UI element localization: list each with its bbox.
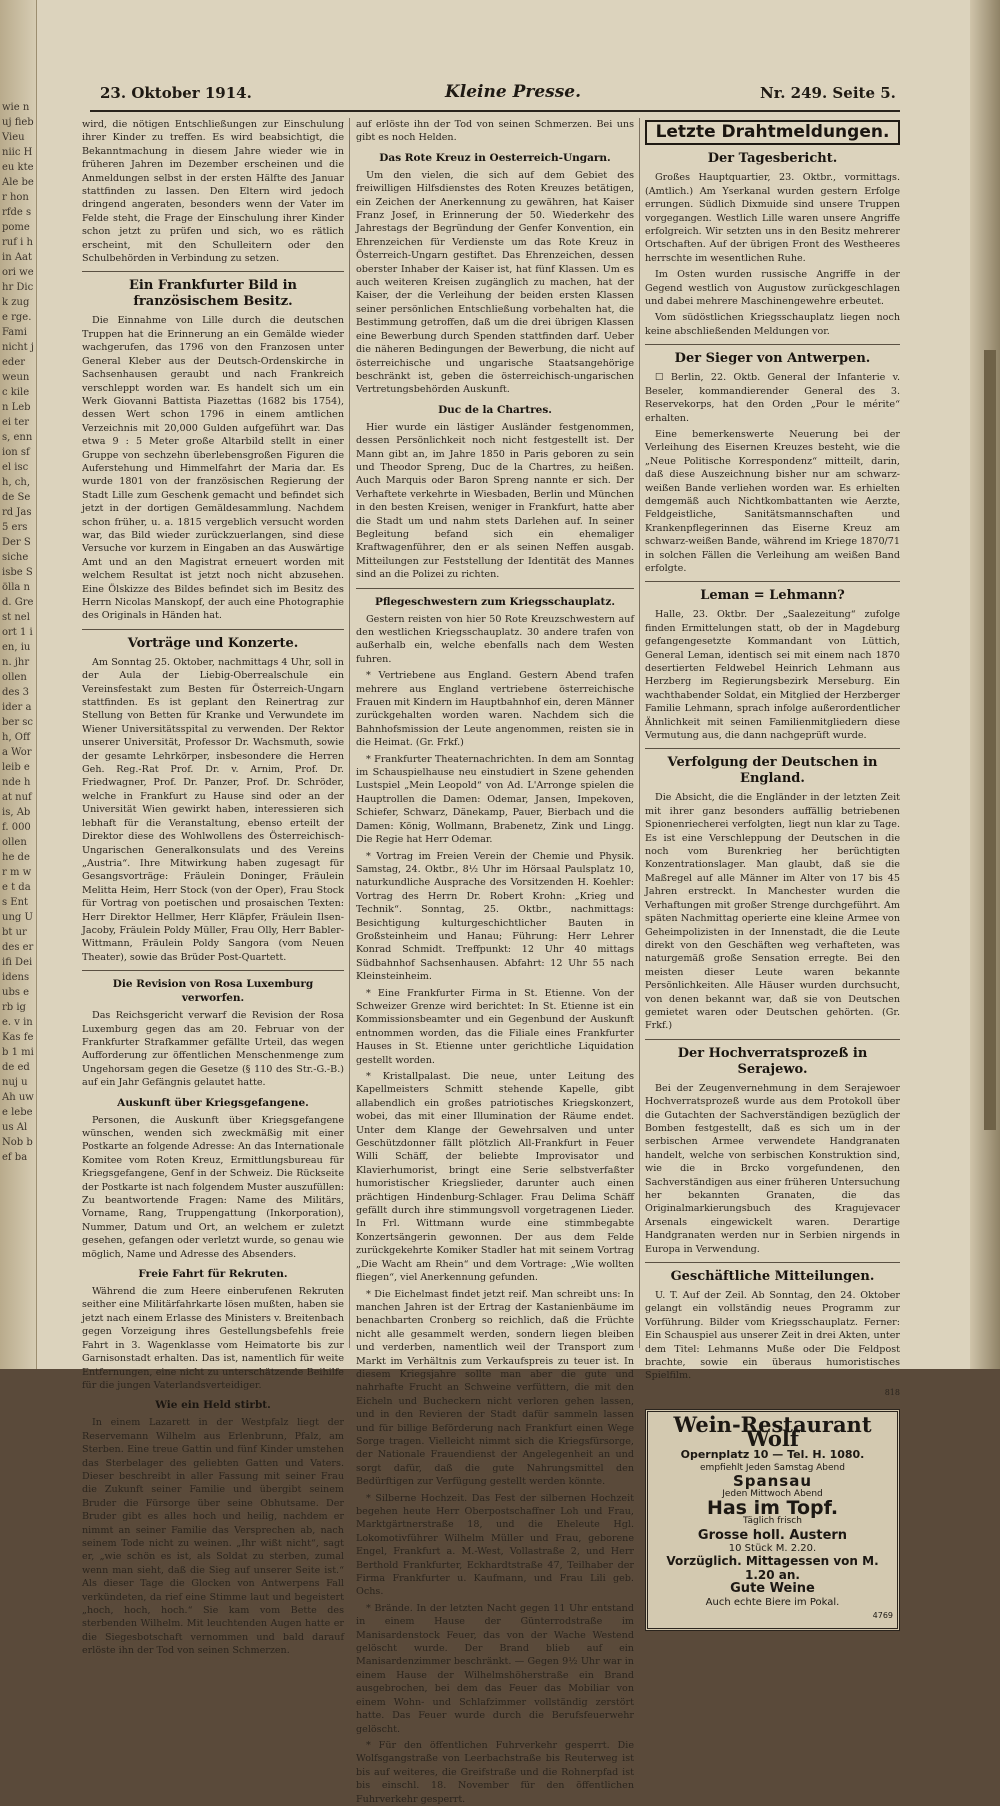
divider bbox=[645, 344, 900, 345]
divider bbox=[82, 271, 344, 272]
divider bbox=[82, 629, 344, 630]
article-text: Gestern reisten von hier 50 Rote Kreuzschwestern auf den westlichen Kriegsschauplatz. 30 andere trafen von außerhalb ein, welche ebenfalls nach dem Westen fuhren. bbox=[356, 613, 634, 665]
left-page-gutter bbox=[0, 0, 37, 1369]
article-text: * Kristallpalast. Die neue, unter Leitung des Kapellmeisters Schmitt stehende Kapelle, gibt allabendlich ein großes patriotisches Kriegskonzert, wobei, das mit einer Illumination der Räume endet. Unter dem Klange der Gewehrsalven und unter Geschützdonner fällt plötzlich All-Frankfurt in Feuer Willi Schäff, der beliebte Improvisator und Klavierhumorist, bringt eine Serie selbstverfaßter humoristischer Kriegslieder, darunter auch einen prächtigen Hindenburg-Schlager. Frau Delima Schäff gefällt durch ihre stimmungsvoll vorgetragenen Lieder. In Frl. Wittmann wurde eine stimmbegabte Konzertsängerin gewonnen. Der aus dem Felde zurückgekehrte Komiker Stadler hat mit seinem Vortrag „Die Wacht am Rhein“ und dem Vortrage: „Wie wollten fliegen“, viel Anerkennung gefunden. bbox=[356, 1071, 634, 1284]
article-heading: Verfolgung der Deutschen in England. bbox=[667, 755, 878, 787]
article-text: Eine bemerkenswerte Neuerung bei der Verleihung des Eisernen Kreuzes besteht, wie die „Neue Politische Korrespondenz“ mitteilt, darin, daß diese Auszeichnung bisher nur am schwarz-weißen Bande verliehen worden war. Es erhielten demgemäß auch Nichtkombattanten wie Aerzte, Feldgeistliche, Sanitätsmannschaften und Krankenpflegerinnen das Eiserne Kreuz am schwarz-weißen Bande, während im Kriege 1870/71 in solchen Fällen die Verleihung am weißen Band erfolgte. bbox=[645, 428, 900, 574]
latest-wire-news-heading: Letzte Drahtmeldungen. bbox=[645, 120, 900, 145]
article-heading: Geschäftliche Mitteilungen. bbox=[670, 1269, 875, 1285]
wine-restaurant-advertisement bbox=[645, 1409, 900, 1631]
page-number: Nr. 249. Seite 5. bbox=[760, 84, 896, 102]
column-divider bbox=[639, 118, 640, 1348]
ad-text: empfiehlt Jeden Samstag Abend bbox=[700, 1462, 845, 1473]
divider bbox=[356, 588, 634, 589]
article-text: U. T. Auf der Zeil. Ab Sonntag, den 24. Oktober gelangt ein vollständig neues Programm zur Vorführung. Bilder vom Kriegsschauplatz. Ferner: Ein Schauspiel aus unserer Zeit in drei Akten, unter dem Titel: Lehmanns Muße oder Die Feldpost brachte, sowie ein überaus humoristisches Spielfilm. bbox=[645, 1290, 900, 1382]
article-text: Personen, die Auskunft über Kriegsgefangene wünschen, wenden sich zweckmäßig mit einer Postkarte an folgende Adresse: An das Internationale Komitee vom Roten Kreuz, Ermittlungsbureau für Kriegsgefangene, Genf in der Schweiz. Die Rückseite der Postkarte ist nach folgendem Muster auszufüllen: Zu beantwortende Fragen: Name des Militärs, Vorname, Rang, Truppengattung (Inkorporation), Nummer, Datum und Ort, an welchem er zuletzt gesehen, gefangen oder verletzt wurde, so genau wie möglich, Name und Adresse des Absenders. bbox=[82, 1114, 344, 1260]
ad-address: Opernplatz 10 — Tel. H. 1080. bbox=[680, 1448, 865, 1462]
right-page-edge bbox=[970, 0, 1000, 1369]
article-heading: Das Rote Kreuz in Oesterreich-Ungarn. bbox=[379, 151, 611, 164]
article-heading: Leman = Lehmann? bbox=[700, 588, 845, 604]
article-text: Die Einnahme von Lille durch die deutschen Truppen hat die Erinnerung an ein Gemälde wieder wachgerufen, das 1796 von den Franzosen unter General Kleber aus der Deutsch-Ordenskirche in Sachsenhausen geraubt und nach Frankreich verschleppt worden war. Es handelt sich um ein Werk Giovanni Battista Piazettas (1682 bis 1754), dessen Wert schon 1796 in einem amtlichen Verzeichnis mit 20,000 Gulden aufgeführt war. Das etwa 9 : 5 Meter große Altarbild stellt in einer Gruppe von sechzehn überlebensgroßen Figuren die Auferstehung und Himmelfahrt der Maria dar. Es wurde 1801 von der französischen Regierung der Stadt Lille zum Geschenk gemacht und befindet sich jetzt in der dortigen Gemäldesammlung. Nachdem schon früher, u. a. 1815 vergeblich versucht worden war, das Bild wieder zurückzuerlangen, sind diese Versuche vor kurzem in Eingaben an das Auswärtige Amt und an den Magistrat erneuert worden mit welchem Resultat ist jetzt noch nicht abzusehen. Eine Ölskizze des Bildes befindet sich im Besitz des Herrn Nicolas Manskopf, der auch eine Photographie des Originals in Händen hat. bbox=[82, 315, 344, 622]
ad-dish: Spansau bbox=[732, 1471, 813, 1490]
article-text: * Silberne Hochzeit. Das Fest der silbernen Hochzeit begehen heute Herr Oberpostschaffner Loh und Frau, Marktgärtnerstraße 18, und die Eheleute Hgl. Lokomotivführer Wilhelm Müller und Frau, geborene Engel, Frankfurt a. M.-West, Vollastraße 2, und Herr Berthold Frankfurter, Eckhardtstraße 47, Teilhaber der Firma Frankfurter u. Kaufmann, und Frau Lili geb. Ochs. bbox=[356, 1492, 634, 1598]
ad-beers: Auch echte Biere im Pokal. bbox=[705, 1596, 840, 1608]
article-text: * Frankfurter Theaternachrichten. In dem am Sonntag im Schauspielhause neu einstudiert in Szene gehenden Lustspiel „Mein Leopold“ von Ad. L'Arronge spielen die Hauptrollen die Damen: Odemar, Jansen, Impekoven, Schiefer, Schwarz, Dänekamp, Pauer, Bierbach und die Damen: König, Wollmann, Brabenetz, Zink und Lingg. Die Regie hat Herr Odemar. bbox=[356, 753, 634, 846]
article-text: Hier wurde ein lästiger Ausländer festgenommen, dessen Persönlichkeit noch nicht festgestellt ist. Der Mann gibt an, im Jahre 1850 in Paris geboren zu sein und Theodor Spreng, Duc de la Chartres, zu heißen. Auch Marquis oder Baron Spreng nannte er sich. Der Verhaftete verkehrte in Wiesbaden, Berlin und München in den besten Kreisen, weniger in Frankfurt, hatte aber die Stadt um und nahm stets Darlehen auf. In seiner Begleitung befand sich ein ehemaliger Kraftwagenführer, den er als seinen Neffen ausgab. Mitteilungen zur Feststellung der Identität des Mannes sind an die Polizei zu richten. bbox=[356, 421, 634, 581]
article-heading: Der Tagesbericht. bbox=[707, 151, 838, 167]
article-heading: Vorträge und Konzerte. bbox=[127, 635, 299, 651]
article-heading: Ein Frankfurter Bild in französischem Besitz. bbox=[129, 278, 297, 310]
article-text: * Für den öffentlichen Fuhrverkehr gesperrt. Die Wolfsgangstraße von Leerbachstraße bis Reuterweg ist bis auf weiteres, die Greifstraße und die Rohnerpfad ist bis einschl. 18. November für den öffentlichen Fuhrverkehr gesperrt. bbox=[356, 1739, 634, 1805]
article-text: * Eine Frankfurter Firma in St. Etienne. Von der Schweizer Grenze wird berichtet: In St. Etienne ist ein Kommissionsbeamter und ein Gegenbund der Auskunft entnommen worden, das die Filiale eines Frankfurter Hauses in St. Etienne unter gerichtliche Liquidation gestellt worden. bbox=[356, 987, 634, 1066]
article-text: Halle, 23. Oktbr. Der „Saalezeitung“ zufolge finden Ermittelungen statt, ob der in Magdeburg gefangengesetzte Kommandant von Lüttich, General Leman, identisch sei mit einem nach 1870 desertierten Feldwebel Heinrich Lehmann aus Herzberg im Regierungsbezirk Merseburg. Ein wachthabender Soldat, ein Mitglied der Herzberger Familie Lehmann, sprach infolge außerordentlicher Ähnlichkeit mit seinen Familienmitgliedern diese Vermutung aus, die dann nachgeprüft wurde. bbox=[645, 609, 900, 742]
ad-number: 4769 bbox=[872, 1610, 893, 1620]
newspaper-title: Kleine Presse. bbox=[445, 82, 582, 102]
article-heading: Duc de la Chartres. bbox=[438, 403, 552, 416]
article-text: Im Osten wurden russische Angriffe in der Gegend westlich von Augustow zurückgeschlagen und dabei mehrere Maschinengewehre erbeutet. bbox=[645, 269, 900, 308]
column-1 bbox=[82, 118, 344, 1657]
article-text: * Vortrag im Freien Verein der Chemie und Physik. Samstag, 24. Oktbr., 8½ Uhr im Hörsaal Paulsplatz 10, naturkundliche Ausprache des Vorsitzenden H. Koehler: Vortrag des Herrn Dr. Robert Krohn: „Krieg und Technik“. Sonntag, 25. Oktbr., nachmittags: Besichtigung kulturgeschichtlicher Bauten in Großsteinheim und Hanau; Führung: Herr Lehrer Konrad Schmidt. Treffpunkt: 12 Uhr 40 mittags Südbahnhof Sachsenhausen. Abfahrt: 12 Uhr 55 nach Kleinsteinheim. bbox=[356, 850, 634, 983]
article-text: Die Absicht, die die Engländer in der letzten Zeit mit ihrer ganz besonders auffällig betriebenen Spionenriecherei verfolgten, liegt nun klar zu Tage. Es ist eine Verschleppung der Deutschen in die noch vom Burenkrieg her berüchtigten Konzentrationslager. Man glaubt, daß sie die Maßregel auf alle Männer im Alter von 17 bis 45 Jahren erstreckt. In Manchester wurden die Verhaftungen mit großer Strenge durchgeführt. Am späten Nachmittag operierte eine kleine Armee von Geheimpolizisten in der Innenstadt, die die Leute direkt von den Geschäften weg verhafteten, was naturgemäß große Sensation erregte. Bei den meisten dieser Leute waren bekannte Persönlichkeiten. Alle Häuser wurden durchsucht, von denen bekannt war, daß sie von Deutschen gemietet waren oder Deutschen gehörten. (Gr. Frkf.) bbox=[645, 792, 900, 1032]
ad-wines: Gute Weine bbox=[730, 1581, 815, 1597]
ad-text: Täglich frisch bbox=[743, 1516, 802, 1527]
article-heading: Freie Fahrt für Rekruten. bbox=[138, 1268, 288, 1281]
article-text: auf erlöste ihn der Tod von seinen Schmerzen. Bei uns gibt es noch Helden. bbox=[356, 119, 634, 144]
article-heading: Auskunft über Kriegsgefangene. bbox=[117, 1096, 309, 1109]
article-text: * Brände. In der letzten Nacht gegen 11 Uhr entstand in einem Hause der Günterrodstraße im Manisardenstock Feuer, das von der Wache Westend gelöscht wurde. Der Brand blieb auf ein Manisardenzimmer beschränkt. — Gegen 9½ Uhr war in einem Hause der Wilhelmshöherstraße ein Brand ausgebrochen, bei dem das Feuer das Mobiliar von einem Wohn- und Schlafzimmer vollständig zerstört hatte. Das Feuer wurde durch die Berufsfeuerwehr gelöscht. bbox=[356, 1602, 634, 1735]
gutter-text: wie nuj fieb Vieu niic Heu kte Ale ber hon rfde spome ruf i hin Aatori wehr Dick zuge rge. Fami nicht jeder weunc kilen Lebei ters, enn ion sfel isch, ch,de Serd Jas 5 ers Der Ssiche isbe Sölla nd. Grest nel ort 1 ien, iun. jhr ollen des 3 ider aber sch, Offa Wor leib ende hat nuf is, Abf. 000 ollen he der m we t das Ent ung Ubt ur des erifi Dei idens ubs e rb ige. v in Kas feb 1 mi de ed nuj u Ah uwe lebe us Al Nob bef ba bbox=[2, 102, 34, 1163]
article-text: * Vertriebene aus England. Gestern Abend trafen mehrere aus England vertriebene österreichische Frauen mit Kindern im Hauptbahnhof ein, deren Männer zurückgehalten worden waren. Nachdem sich die Bahnhofsmission der Leute angenommen, reisten sie in die Heimat. (Gr. Frkf.) bbox=[356, 670, 634, 749]
article-text: Das Reichsgericht verwarf die Revision der Rosa Luxemburg gegen das am 20. Februar von der Frankfurter Strafkammer gefällte Urteil, das wegen Aufforderung zur öffentlichen Menschenmenge zum Ungehorsam gegen die Gesetze (§ 110 des Str.-G.-B.) auf ein Jahr Gefängnis gelautet hatte. bbox=[82, 1010, 344, 1089]
ad-oysters: Grosse holl. Austern bbox=[697, 1527, 848, 1543]
column-3 bbox=[645, 118, 900, 1620]
article-text: ☐ Berlin, 22. Oktb. General der Infanterie v. Beseler, kommandierender General des 3. Reservekorps, hat den Orden „Pour le mérite“ erhalten. bbox=[645, 372, 900, 424]
article-text: In einem Lazarett in der Westpfalz liegt der Reservemann Wilhelm aus Erlenbrunn, Pfalz, am Sterben. Eine treue Gattin und fünf Kinder umstehen das Sterbelager des geliebten Gatten und Vaters. Dieser beschreibt in aller Fassung mit seiner Frau die Zukunft seiner Familie und übergibt seinem Bruder die Fürsorge über seine Obhutsame. Der Bruder gibt es alles hoch und heilig, nachdem er nimmt an seiner Familie das Versprechen ab, nach seinem Tode nicht zu weinen. „Ihr wißt nicht“, sagt er, „wie schön es ist, als Soldat zu sterben, zumal wenn man sieht, daß die Sieg auf unserer Seite ist.“ Als dieser Tage die Glocken von Antwerpens Fall verkündeten, da rief eine Stimme laut und begeistert „hoch, hoch, hoch.“ Sie kam vom Bette des sterbenden Wilhelm. Mit leuchtenden Augen hatte er die Siegesbotschaft vernommen und bald darauf erlöste ihn der Tod von seinen Schmerzen. bbox=[82, 1417, 344, 1657]
ad-price: 10 Stück M. 2.20. bbox=[728, 1542, 817, 1554]
ad-text: Jeden Mittwoch Abend bbox=[722, 1489, 823, 1500]
column-2 bbox=[356, 118, 634, 1805]
divider bbox=[645, 581, 900, 582]
notice-number: 818 bbox=[884, 1387, 900, 1397]
divider bbox=[645, 1039, 900, 1040]
divider bbox=[82, 970, 344, 971]
article-text: Während die zum Heere einberufenen Rekruten seither eine Militärfahrkarte lösen mußten, haben sie jetzt nach einem Erlasse des Ministers v. Breitenbach gegen Vorzeigung ihres Gestellungsbefehls freie Fahrt in 3. Wagenklasse vom Heimatorte bis zur Garnisonstadt erhalten. Das ist, namentlich für weite Entfernungen, eine nicht zu unterschätzende Beihilfe für die jungen Vaterlandsverteidiger. bbox=[82, 1286, 344, 1391]
divider bbox=[645, 1262, 900, 1263]
binding-strip bbox=[984, 350, 996, 1130]
ad-restaurant-name: Wein-Restaurant Wolf bbox=[673, 1412, 872, 1451]
article-text: Großes Hauptquartier, 23. Oktbr., vormittags. (Amtlich.) Am Yserkanal wurden gestern Erfolge errungen. Südlich Dixmuide sind unsere Truppen vorgegangen. Westlich Lille waren unsere Angriffe erfolgreich. Wir setzten uns in den Besitz mehrerer Ortschaften. Auf der übrigen Front des Westheeres herrschte im wesentlichen Ruhe. bbox=[645, 172, 900, 264]
ad-dish: Has im Topf. bbox=[706, 1496, 839, 1519]
header-rule bbox=[90, 110, 900, 112]
column-divider bbox=[349, 118, 350, 1348]
ad-lunch: Vorzüglich. Mittagessen von M. 1.20 an. bbox=[666, 1554, 879, 1582]
header-date: 23. Oktober 1914. bbox=[100, 84, 252, 102]
article-text: Am Sonntag 25. Oktober, nachmittags 4 Uhr, soll in der Aula der Liebig-Oberrealschule ein Vereinsfestakt zum Besten für Österreich-Ungarn stattfinden. Es ist geplant den Reinertrag zur Stellung von Betten für Kranke und Verwundete im Wiener Universitätsspital zu verwenden. Der Rektor unserer Universität, Professor Dr. Wachsmuth, sowie der gesamte Lehrkörper, insbesondere die Herren Geh. Reg.-Rat Prof. Dr. v. Arnim, Prof. Dr. Friedwagner, Prof. Dr. Panzer, Prof. Dr. Schröder, welche in Frankfurt zu Hause sind oder an der Universität Wien gewirkt haben, interessieren sich lebhaft für die Veranstaltung, ebenso erteilt der Direktor diese des Wohlwollens des Österreichisch-Ungarischen Generalkonsulats und des Vereins „Austria“. Ihre Mitwirkung haben zugesagt für Gesangsvorträge: Fräulein Doninger, Fräulein Melitta Heim, Herr Stock (von der Oper), Frau Stock für Vortrag von poetischen und prosaischen Texten: Herr Direktor Hellmer, Herr Kläpfer, Fräulein Ilsen-Jacoby, Fräulein Poldy Müller, Frau Olly, Herr Babler-Wittmann, Fräulein Poldy Sangora (vom Neuen Theater), sowie das Brüder Post-Quartett. bbox=[82, 656, 344, 963]
article-text: * Die Eichelmast findet jetzt reif. Man schreibt uns: In manchen Jahren ist der Ertrag der Kastanienbäume im benachbarten Cronberg so reichlich, daß die Früchte nicht alle gesammelt werden, sondern liegen bleiben und verderben, namentlich weil der Transport zum Markt im Verhältnis zum Verkaufspreis zu teuer ist. In diesem Kriegsjahre sollte man aber die gute und nahrhafte Frucht an Schweine verfüttern, die mit den Eicheln und Bucheckern nicht verloren gehen lassen, und in den Revieren der Stadt dafür sammeln lassen und für billige Beförderung nach Frankfurt einen Wege Sorge tragen. Vielleicht nimmt sich die Kriegsfürsorge, der Nationale Frauendienst der Angelegenheit an und sorgt dafür, daß die gute Nahrungsmittel den Bedürftigen zur Verfügung gestellt werden könnte. bbox=[356, 1288, 634, 1488]
article-heading: Pflegeschwestern zum Kriegsschauplatz. bbox=[374, 595, 616, 608]
article-text: wird, die nötigen Entschließungen zur Einschulung ihrer Kinder zu treffen. Es wird beabsichtigt, die Bekanntmachung in diesem Jahre wieder wie in früheren Jahren im Dezember erscheinen und die Anmeldungen selbst in der ersten Hälfte des Januar stattfinden zu lassen. Den Eltern wird jedoch dringend angeraten, besonders wenn der Vater im Felde steht, die Frage der Einschulung ihrer Kinder schon jetzt zu prüfen und sich, wo es rätlich erscheint, mit den Schulleitern oder den Schulbehörden in Verbindung zu setzen. bbox=[82, 119, 344, 265]
article-heading: Wie ein Held stirbt. bbox=[155, 1399, 271, 1412]
article-heading: Der Sieger von Antwerpen. bbox=[674, 351, 871, 367]
article-heading: Der Hochverratsprozeß in Serajewo. bbox=[677, 1045, 868, 1077]
article-text: Bei der Zeugenvernehmung in dem Serajewoer Hochverratsprozeß wurde aus dem Protokoll über die Gutachten der Sachverständigen bezüglich der Bomben festgestellt, daß es sich um in der serbischen Armee verwendete Handgranaten handelt, welche von serbischen Konstruktion sind, wie die in Brcko vorgefundenen, den Sachverständigen aus einer früheren Untersuchung her bekannten Granaten, die das Originalmarkierungsbuch des Kragujevacer Arsenals eingewickelt waren. Derartige Handgranaten werden nur in Serbien nirgends in Europa in Verwendung. bbox=[645, 1082, 900, 1255]
article-heading: Die Revision von Rosa Luxemburg verworfen. bbox=[112, 978, 314, 1005]
article-text: Vom südöstlichen Kriegsschauplatz liegen noch keine abschließenden Meldungen vor. bbox=[645, 312, 900, 337]
divider bbox=[645, 748, 900, 749]
article-text: Um den vielen, die sich auf dem Gebiet des freiwilligen Hilfsdienstes des Roten Kreuzes betätigen, ein Zeichen der Anerkennung zu gewähren, hat Kaiser Franz Josef, in Erinnerung der 50. Wiederkehr des Jahrestags der Begründung der Genfer Konvention, ein Ehrenzeichen für Verdienste um das Rote Kreuz in Österreich-Ungarn gestiftet. Das Ehrenzeichen, dessen oberster Inhaber der Kaiser ist, hat fünf Klassen. Um es auch weiteren Kreisen zugänglich zu machen, hat der Kaiser, der die Verleihung der beiden ersten Klassen seiner persönlichen Entschließung vorbehalten hat, die Bestimmung getroffen, daß um die drei übrigen Klassen eine Bewerbung durch Spenden stattfinden darf. Ueber die näheren Bedingungen der Bewerbung, die nicht auf österreichische und ungarische Staatsangehörige beschränkt ist, geben die österreichisch-ungarischen Vertretungsbehörden Auskunft. bbox=[356, 169, 634, 396]
page-header bbox=[70, 82, 900, 108]
